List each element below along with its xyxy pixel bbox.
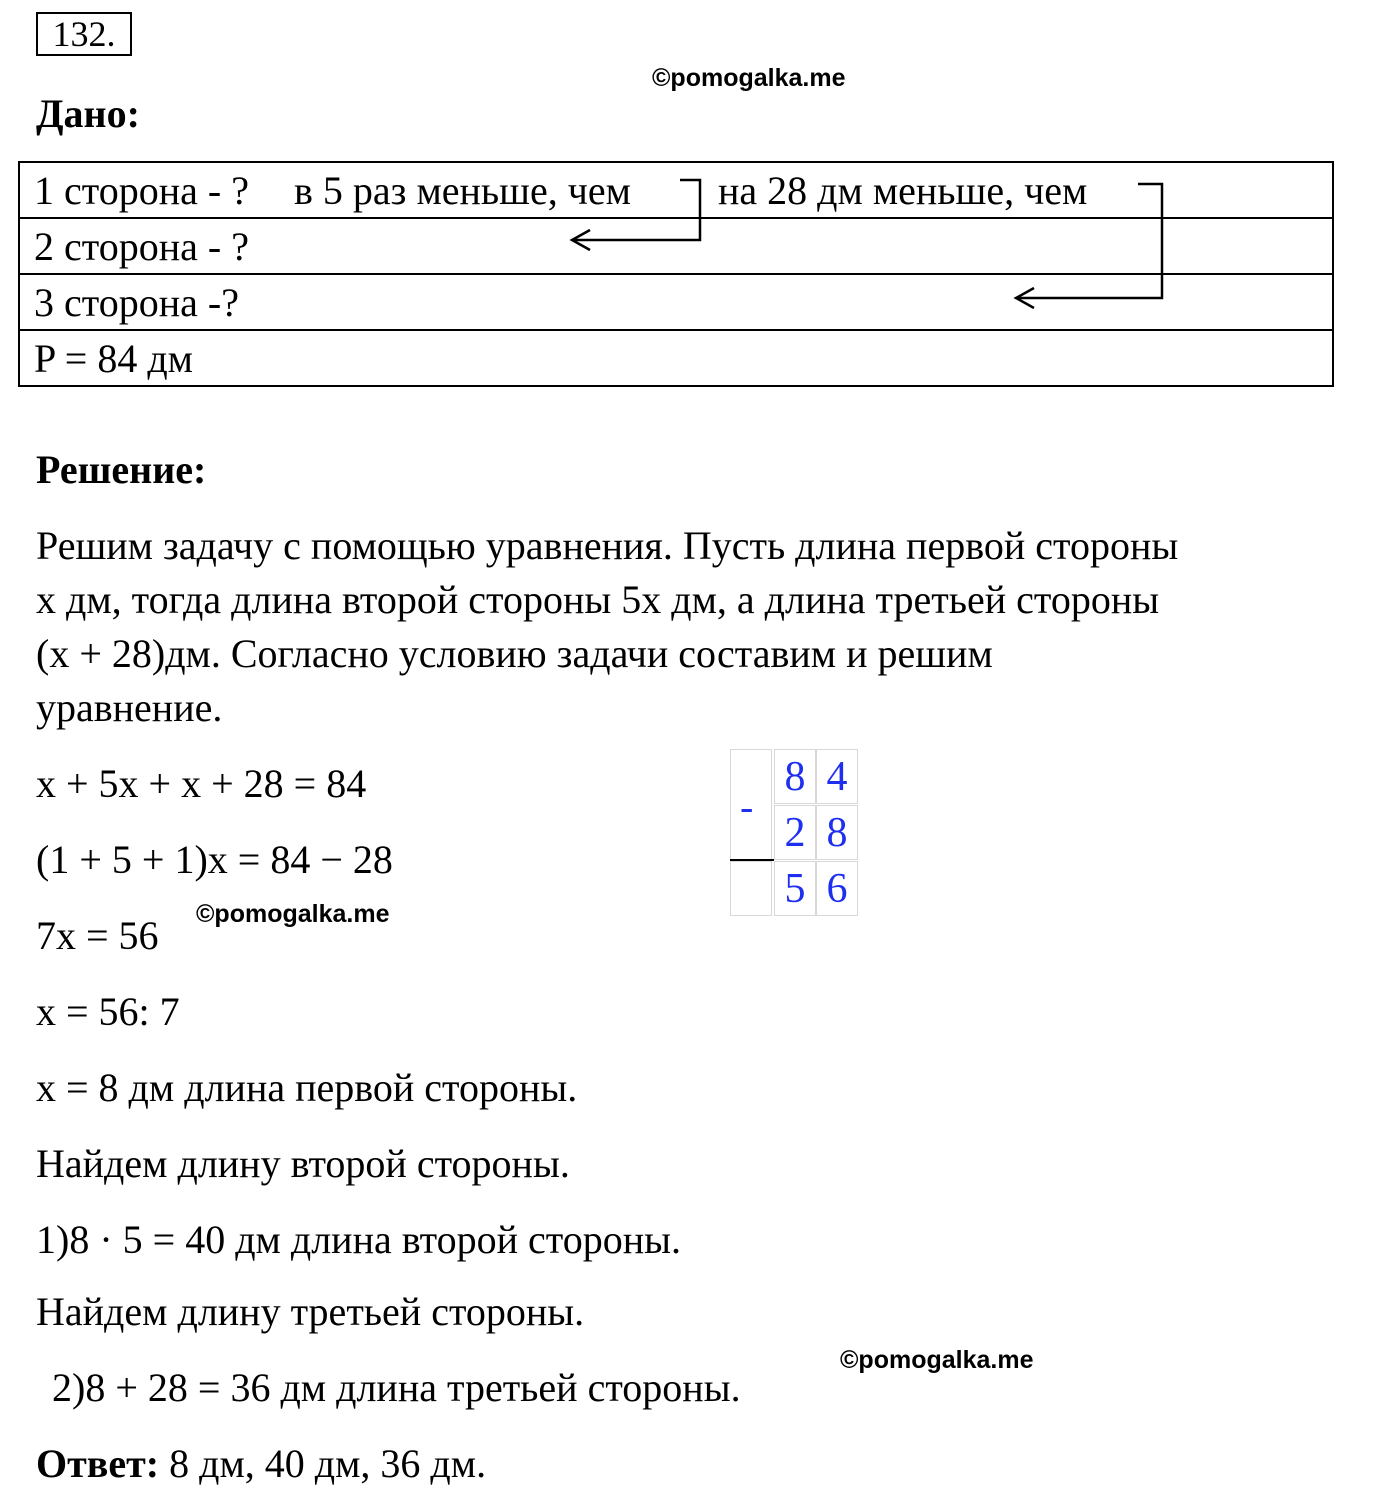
minuend-digit-2: 4 — [816, 749, 858, 804]
empty-cell — [730, 861, 772, 916]
intro-line-2: x дм, тогда длина второй стороны 5x дм, а длина третьей стороны — [36, 577, 1160, 622]
equation-2: (1 + 5 + 1)x = 84 − 28 — [36, 837, 393, 882]
minus-sign: - — [740, 784, 754, 829]
intro-line-4: уравнение. — [36, 685, 223, 730]
equation-5: x = 8 дм длина первой стороны. — [36, 1065, 578, 1110]
difference-digit-1: 5 — [774, 861, 816, 916]
step-2-intro: Найдем длину второй стороны. — [36, 1141, 570, 1186]
answer-label: Ответ: — [36, 1441, 160, 1486]
column-subtraction — [730, 749, 860, 919]
difference-digit-2: 6 — [816, 861, 858, 916]
given-row-side-1 — [20, 163, 1332, 219]
step-3-intro: Найдем длину третьей стороны. — [36, 1289, 585, 1334]
watermark-top: ©pomogalka.me — [652, 64, 846, 92]
given-side-1-label: 1 сторона - ? — [34, 168, 249, 213]
minuend-digit-1: 8 — [774, 749, 816, 804]
equation-3: 7x = 56 — [36, 913, 159, 958]
subtrahend-digit-2: 8 — [816, 805, 858, 860]
answer — [36, 1441, 487, 1486]
watermark-bottom: ©pomogalka.me — [840, 1346, 1034, 1374]
equation-4: x = 56: 7 — [36, 989, 180, 1034]
given-row-side-3 — [20, 275, 1332, 331]
given-table — [18, 161, 1334, 387]
given-side-3-label: 3 сторона -? — [34, 280, 239, 325]
step-2: 1)8 · 5 = 40 дм длина второй стороны. — [36, 1217, 681, 1262]
solution-heading: Решение: — [36, 447, 207, 492]
given-row-perimeter — [20, 331, 1332, 385]
watermark-middle: ©pomogalka.me — [196, 900, 390, 928]
intro-line-3: (x + 28)дм. Согласно условию задачи составим и решим — [36, 631, 993, 676]
equation-1: x + 5x + x + 28 = 84 — [36, 761, 367, 806]
intro-line-1: Решим задачу с помощью уравнения. Пусть длина первой стороны — [36, 523, 1179, 568]
given-side-1-relation-1: в 5 раз меньше, чем — [294, 168, 631, 213]
subtrahend-digit-1: 2 — [774, 805, 816, 860]
given-row-side-2 — [20, 219, 1332, 275]
given-perimeter-label: P = 84 дм — [34, 336, 193, 381]
given-side-1-relation-2: на 28 дм меньше, чем — [718, 168, 1088, 213]
given-heading: Дано: — [36, 91, 140, 136]
task-number: 132. — [36, 12, 132, 56]
step-3: 2)8 + 28 = 36 дм длина третьей стороны. — [52, 1365, 741, 1410]
answer-value: 8 дм, 40 дм, 36 дм. — [169, 1441, 487, 1486]
given-side-2-label: 2 сторона - ? — [34, 224, 249, 269]
